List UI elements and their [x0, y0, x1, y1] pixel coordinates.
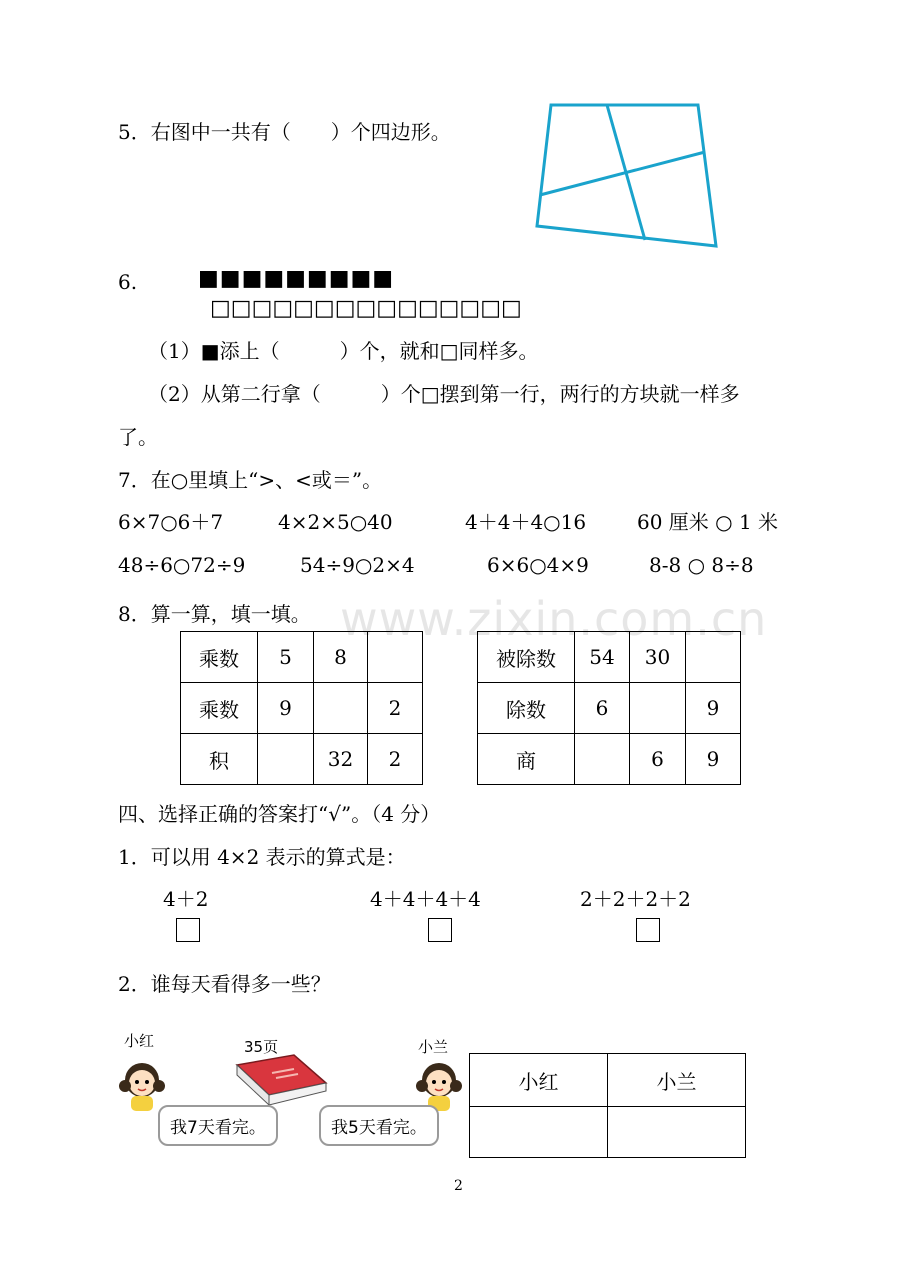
cell[interactable]: [630, 683, 686, 734]
cell[interactable]: [368, 632, 423, 683]
girl-xiaohong-icon: [117, 1058, 167, 1113]
q7-r1-c2: 4×2×5○40: [278, 510, 393, 534]
cell: 54: [575, 632, 630, 683]
answer-cell[interactable]: [470, 1107, 608, 1158]
answer-cell[interactable]: [608, 1107, 746, 1158]
speech-bubble-xiaolan: 我5天看完。: [319, 1105, 439, 1146]
cell: 2: [368, 683, 423, 734]
cell: 5: [258, 632, 314, 683]
cell[interactable]: [686, 632, 741, 683]
header-cell: 小兰: [608, 1054, 746, 1107]
s4-q2-text: 2．谁每天看得多一些？: [118, 972, 331, 996]
cell: 积: [181, 734, 258, 785]
girl2-name: 小兰: [418, 1038, 449, 1056]
cell: 乘数: [181, 683, 258, 734]
q8-title: 8．算一算，填一填。: [118, 602, 311, 626]
cell: 被除数: [478, 632, 575, 683]
cell: 9: [686, 734, 741, 785]
q7-r1-c3: 4＋4＋4○16: [465, 510, 587, 534]
cell: 除数: [478, 683, 575, 734]
cell: 9: [686, 683, 741, 734]
option-3-checkbox[interactable]: [636, 918, 660, 942]
cell[interactable]: [575, 734, 630, 785]
girl1-name: 小红: [124, 1032, 155, 1050]
book-label: 35页: [244, 1038, 279, 1056]
q7-r2-c3: 6×6○4×9: [487, 553, 589, 577]
q6-part2: （2）从第二行拿（ ）个□摆到第一行，两行的方块就一样多: [148, 382, 740, 406]
division-table: [477, 631, 741, 785]
q7-r1-c4: 60 厘米 ○ 1 米: [637, 510, 779, 534]
q6-part2-cont: 了。: [118, 425, 158, 449]
watermark: www.zixin.com.cn: [340, 592, 768, 646]
q7-r1-c1: 6×7○6＋7: [118, 510, 224, 534]
cell: 2: [368, 734, 423, 785]
q6-black-squares: ■■■■■■■■■: [198, 266, 395, 291]
quadrilateral-figure: [525, 95, 725, 255]
q6-white-squares: □□□□□□□□□□□□□□□: [210, 296, 522, 321]
q5-text: 5．右图中一共有（ ）个四边形。: [118, 120, 451, 144]
option-2-checkbox[interactable]: [428, 918, 452, 942]
page-number: 2: [454, 1178, 463, 1194]
cell: 乘数: [181, 632, 258, 683]
cell: 30: [630, 632, 686, 683]
section4-title: 四、选择正确的答案打“√”。（4 分）: [118, 802, 441, 826]
q7-r2-c4: 8-8 ○ 8÷8: [649, 553, 754, 577]
book-icon: [232, 1053, 332, 1108]
option-1-checkbox[interactable]: [176, 918, 200, 942]
q7-r2-c1: 48÷6○72÷9: [118, 553, 246, 577]
header-cell: 小红: [470, 1054, 608, 1107]
cell: 商: [478, 734, 575, 785]
cell: 32: [314, 734, 368, 785]
cell[interactable]: [258, 734, 314, 785]
speech-bubble-xiaohong: 我7天看完。: [158, 1105, 278, 1146]
option-1-label: 4＋2: [163, 887, 209, 911]
cell: 8: [314, 632, 368, 683]
cell: 6: [630, 734, 686, 785]
option-3-label: 2＋2＋2＋2: [580, 887, 691, 911]
q6-part1: （1）■添上（ ）个，就和□同样多。: [148, 339, 539, 363]
comparison-table: [469, 1053, 746, 1158]
option-2-label: 4＋4＋4＋4: [370, 887, 481, 911]
q6-number: 6.: [118, 270, 138, 294]
multiplication-table: [180, 631, 423, 785]
q7-r2-c2: 54÷9○2×4: [300, 553, 415, 577]
cell[interactable]: [314, 683, 368, 734]
cell: 6: [575, 683, 630, 734]
cell: 9: [258, 683, 314, 734]
s4-q1-text: 1．可以用 4×2 表示的算式是：: [118, 845, 406, 869]
q7-title: 7．在○里填上“>、<或＝”。: [118, 468, 383, 492]
